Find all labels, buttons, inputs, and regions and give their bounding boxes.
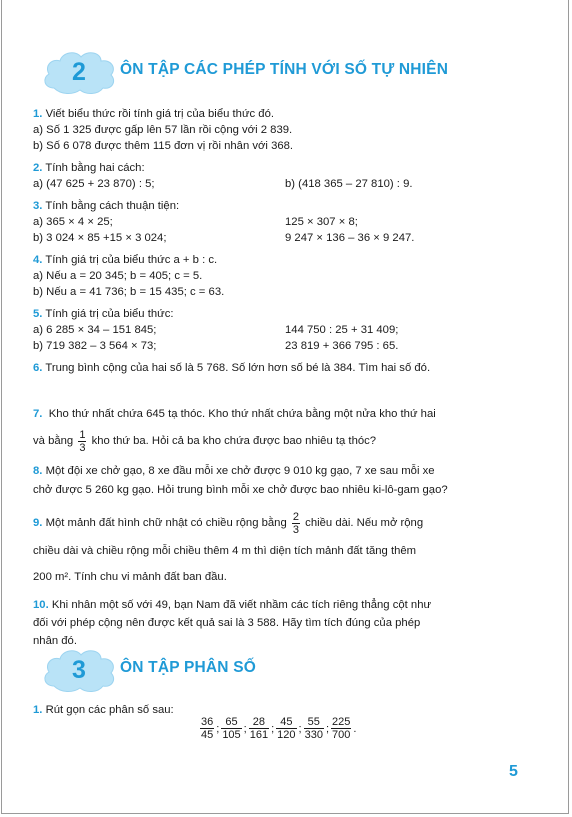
exercise-text: Trung bình cộng của hai số là 5 768. Số lớn hơn số bé là 384. Tìm hai số đó. xyxy=(45,362,431,374)
exercise-text: nhân đó. xyxy=(33,635,77,647)
exercise-part: a) Số 1 325 được gấp lên 57 lần rồi cộng với 2 839. xyxy=(33,124,293,136)
exercise-text: Khi nhân một số với 49, bạn Nam đã viết nhầm các tích riêng thẳng cột như xyxy=(51,599,432,611)
fraction: $\frac{2}{3}$ xyxy=(292,510,300,536)
exercise-10 xyxy=(33,596,538,650)
fraction-separator: ; xyxy=(243,722,247,735)
exercise-part: b) (418 365 – 27 810) : 9. xyxy=(285,178,413,190)
exercise-text: Tính giá trị của biểu thức a + b : c. xyxy=(45,254,218,266)
exercise-text: Tính bằng hai cách: xyxy=(45,162,145,174)
fraction-list xyxy=(198,716,356,741)
exercise-part: 125 × 307 × 8; xyxy=(285,216,358,228)
exercise-part: b) Nếu a = 41 736; b = 15 435; c = 63. xyxy=(33,286,225,298)
exercise-text: và bằng xyxy=(33,435,74,447)
section-number: 3 xyxy=(72,656,86,684)
exercise-text: kho thứ ba. Hỏi cả ba kho chứa được bao nhiêu tạ thóc? xyxy=(91,435,377,447)
section-2-content-continued xyxy=(33,403,538,650)
section-number: 2 xyxy=(72,58,86,86)
exercise-text: Kho thứ nhất chứa 645 tạ thóc. Kho thứ nhất chứa bằng một nửa kho thứ hai xyxy=(48,408,436,420)
exercise-part: a) 6 285 × 34 – 151 845; xyxy=(33,324,157,336)
exercise-part: b) 3 024 × 85 +15 × 3 024; xyxy=(33,232,167,244)
section-title: ÔN TẬP PHÂN SỐ xyxy=(120,659,257,676)
exercise-number: 3. xyxy=(33,200,43,212)
exercise-number: 1. xyxy=(33,704,43,716)
fraction-separator: ; xyxy=(216,722,220,735)
exercise-6 xyxy=(33,360,538,376)
exercise-3 xyxy=(33,198,538,246)
exercise-part: 144 750 : 25 + 31 409; xyxy=(285,324,399,336)
exercise-text: Tính bằng cách thuận tiện: xyxy=(45,200,180,212)
exercise-text: Một mảnh đất hình chữ nhật có chiều rộng bằng xyxy=(45,517,287,529)
exercise-number: 6. xyxy=(33,362,43,374)
exercise-5 xyxy=(33,306,538,354)
exercise-text: chở được 5 260 kg gạo. Hỏi trung bình mỗi xe chở được bao nhiêu ki-lô-gam gạo? xyxy=(33,484,448,496)
exercise-text: 200 m². Tính chu vi mảnh đất ban đầu. xyxy=(33,571,227,583)
exercise-text: Rút gọn các phân số sau: xyxy=(45,704,174,716)
exercise-part: 23 819 + 366 795 : 65. xyxy=(285,340,399,352)
exercise-text: đối với phép cộng nên được kết quả sai là 3 588. Hãy tìm tích đúng của phép xyxy=(33,617,421,629)
exercise-number: 7. xyxy=(33,408,43,420)
cloud-badge-icon xyxy=(40,48,118,96)
fraction: $\frac{225}{700}$ xyxy=(332,716,351,741)
exercise-9 xyxy=(33,508,538,590)
section-2-content xyxy=(33,106,538,376)
section-title: ÔN TẬP CÁC PHÉP TÍNH VỚI SỐ TỰ NHIÊN xyxy=(120,61,449,78)
section-2-heading xyxy=(40,48,540,98)
exercise-part: 9 247 × 136 – 36 × 9 247. xyxy=(285,232,415,244)
fraction: $\frac{1}{3}$ xyxy=(79,428,86,454)
fraction-separator: ; xyxy=(271,722,275,735)
exercise-8 xyxy=(33,460,538,502)
exercise-number: 9. xyxy=(33,517,43,529)
section-3-heading xyxy=(40,646,540,696)
exercise-text: Một đội xe chở gạo, 8 xe đầu mỗi xe chở được 9 010 kg gạo, 7 xe sau mỗi xe xyxy=(45,465,435,477)
exercise-part: b) Số 6 078 được thêm 115 đơn vị rồi nhân với 368. xyxy=(33,140,294,152)
fraction-separator: ; xyxy=(325,722,329,735)
exercise-text: Viết biểu thức rồi tính giá trị của biểu thức đó. xyxy=(45,108,274,120)
fraction: $\frac{45}{120}$ xyxy=(277,716,296,741)
exercise-number: 5. xyxy=(33,308,43,320)
exercise-number: 1. xyxy=(33,108,43,120)
exercise-4 xyxy=(33,252,538,300)
fraction: $\frac{28}{161}$ xyxy=(249,716,269,741)
exercise-number: 8. xyxy=(33,465,43,477)
exercise-text: chiều dài. Nếu mở rộng xyxy=(305,517,424,529)
exercise-part: b) 719 382 – 3 564 × 73; xyxy=(33,340,157,352)
fraction-separator: ; xyxy=(298,722,302,735)
exercise-part: a) Nếu a = 20 345; b = 405; c = 5. xyxy=(33,270,203,282)
fraction-separator: . xyxy=(353,722,357,735)
fraction: $\frac{55}{330}$ xyxy=(304,716,323,741)
fraction: $\frac{36}{45}$ xyxy=(201,716,214,741)
exercise-number: 2. xyxy=(33,162,43,174)
exercise-number: 10. xyxy=(33,599,49,611)
exercise-part: a) 365 × 4 × 25; xyxy=(33,216,113,228)
exercise-text: chiều dài và chiều rộng mỗi chiều thêm 4 m thì diện tích mảnh đất tăng thêm xyxy=(33,545,417,557)
page-number: 5 xyxy=(509,763,518,780)
exercise-1 xyxy=(33,106,538,154)
exercise-number: 4. xyxy=(33,254,43,266)
cloud-badge-icon xyxy=(40,646,118,694)
exercise-7 xyxy=(33,403,538,456)
exercise-text: Tính giá trị của biểu thức: xyxy=(45,308,174,320)
exercise-part: a) (47 625 + 23 870) : 5; xyxy=(33,178,155,190)
fraction: $\frac{65}{105}$ xyxy=(222,716,241,741)
exercise-2 xyxy=(33,160,538,192)
